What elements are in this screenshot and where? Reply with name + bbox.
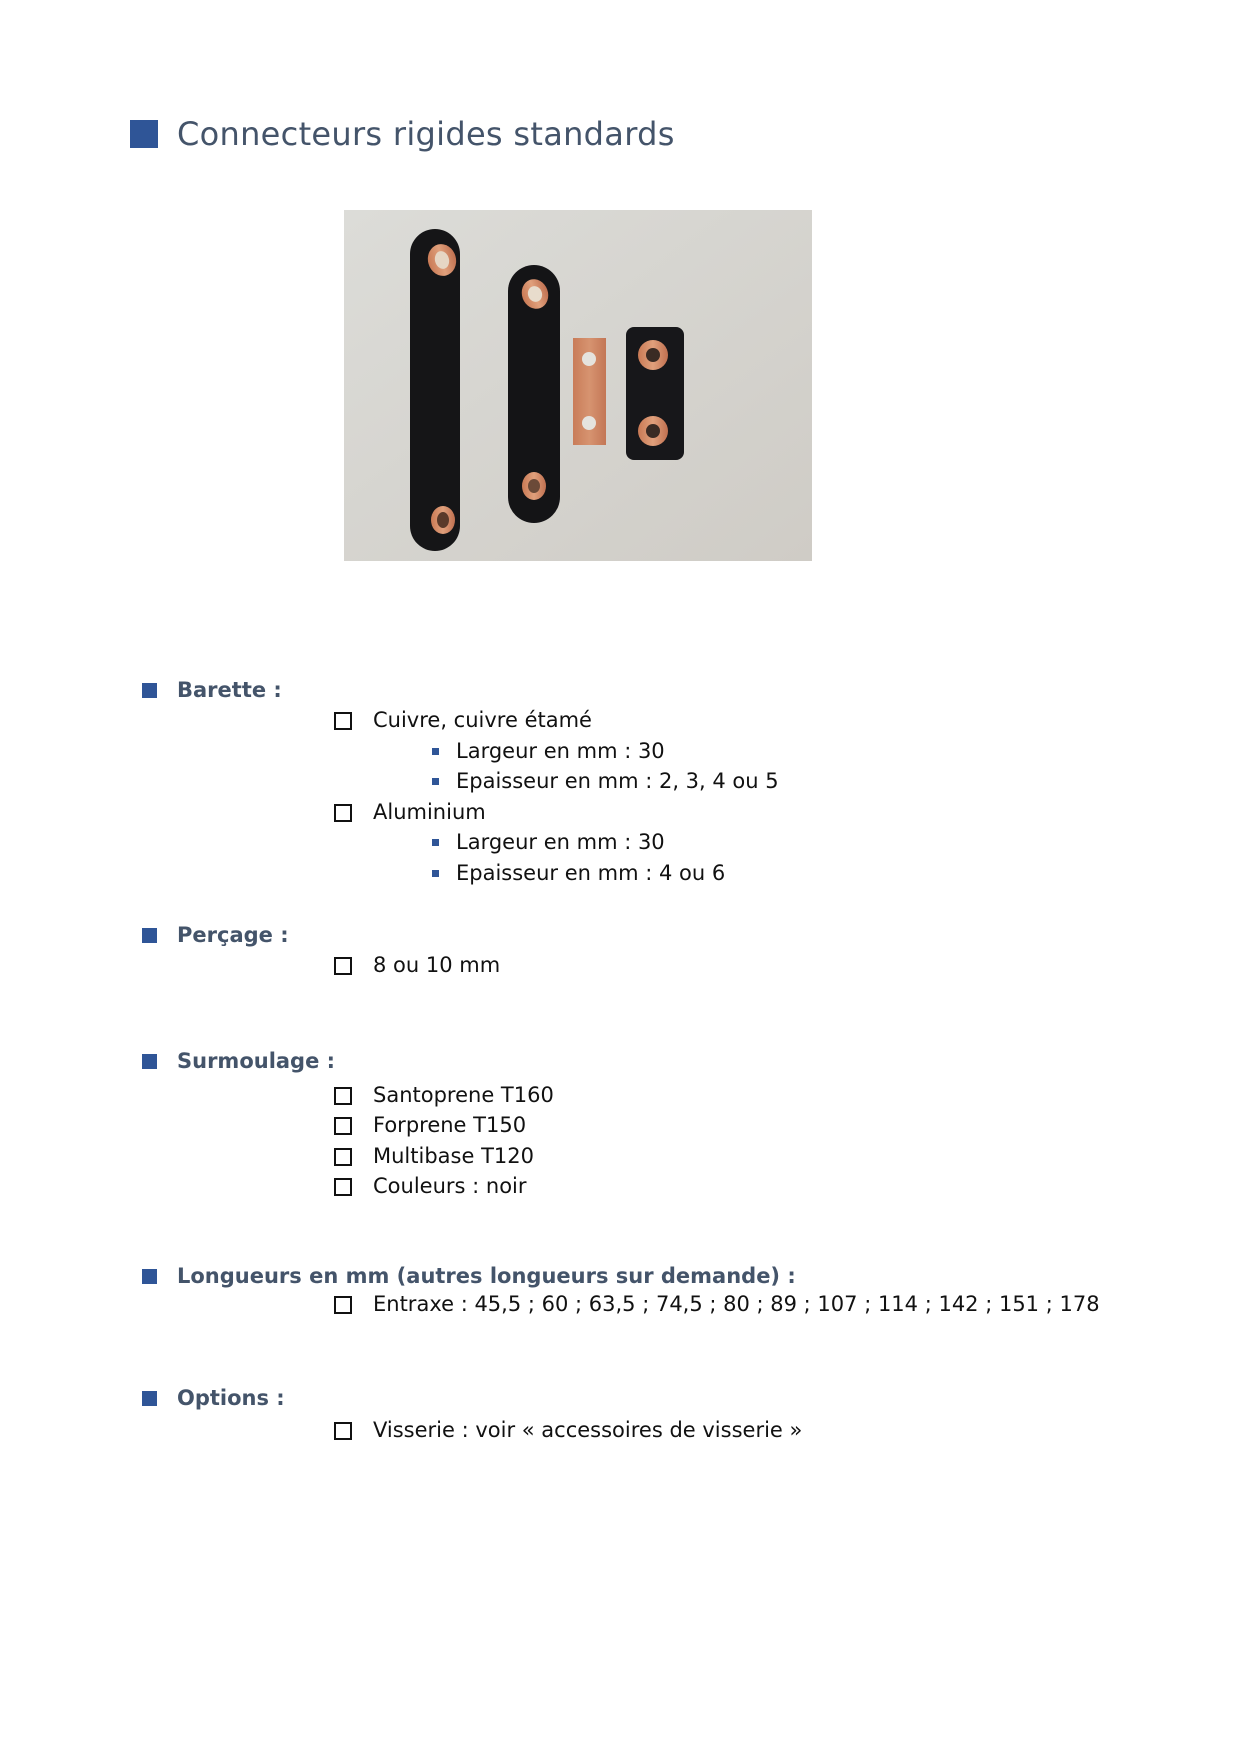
list-item-percage xyxy=(334,955,500,976)
checkbox-icon xyxy=(334,1296,352,1314)
checkbox-icon xyxy=(334,1117,352,1135)
list-item-entraxe xyxy=(334,1294,1100,1315)
list-item-aluminium xyxy=(334,802,486,823)
section-label-barette: Barette : xyxy=(177,678,282,702)
section-label-percage: Perçage : xyxy=(177,923,289,947)
copper-bar xyxy=(573,338,606,445)
section-label-longueurs: Longueurs en mm (autres longueurs sur demande) : xyxy=(177,1264,796,1288)
product-photo xyxy=(344,210,812,561)
title-square-icon xyxy=(130,120,158,148)
sub-item-aluminium-largeur xyxy=(432,832,665,853)
list-item-visserie xyxy=(334,1420,802,1441)
section-longueurs xyxy=(142,1266,796,1287)
item-label: Santoprene T160 xyxy=(373,1083,554,1107)
square-bullet-icon xyxy=(432,748,439,755)
square-bullet-icon xyxy=(432,839,439,846)
sub-item-label: Epaisseur en mm : 4 ou 6 xyxy=(456,861,726,885)
sub-item-cuivre-epaisseur xyxy=(432,771,779,792)
page-title: Connecteurs rigides standards xyxy=(177,115,675,153)
checkbox-icon xyxy=(334,1422,352,1440)
list-item-santoprene xyxy=(334,1085,554,1106)
section-options xyxy=(142,1388,285,1409)
checkbox-icon xyxy=(334,1148,352,1166)
short-connector xyxy=(626,327,684,460)
section-barette xyxy=(142,680,282,701)
item-label: Multibase T120 xyxy=(373,1144,534,1168)
section-percage xyxy=(142,925,289,946)
square-bullet-icon xyxy=(142,928,157,943)
item-label: Cuivre, cuivre étamé xyxy=(373,708,592,732)
item-label: Entraxe : 45,5 ; 60 ; 63,5 ; 74,5 ; 80 ; 89 ; 107 ; 114 ; 142 ; 151 ; 178 xyxy=(373,1292,1100,1316)
section-surmoulage xyxy=(142,1051,335,1072)
sub-item-label: Largeur en mm : 30 xyxy=(456,739,665,763)
square-bullet-icon xyxy=(142,1054,157,1069)
sub-item-aluminium-epaisseur xyxy=(432,863,725,884)
sub-item-cuivre-largeur xyxy=(432,741,665,762)
sub-item-label: Largeur en mm : 30 xyxy=(456,830,665,854)
square-bullet-icon xyxy=(142,1269,157,1284)
square-bullet-icon xyxy=(432,778,439,785)
item-label: Couleurs : noir xyxy=(373,1174,527,1198)
section-label-surmoulage: Surmoulage : xyxy=(177,1049,336,1073)
item-label: Visserie : voir « accessoires de visserie » xyxy=(373,1418,803,1442)
sub-item-label: Epaisseur en mm : 2, 3, 4 ou 5 xyxy=(456,769,779,793)
checkbox-icon xyxy=(334,712,352,730)
square-bullet-icon xyxy=(432,870,439,877)
checkbox-icon xyxy=(334,957,352,975)
long-connector xyxy=(410,229,460,551)
list-item-cuivre xyxy=(334,710,592,731)
square-bullet-icon xyxy=(142,683,157,698)
checkbox-icon xyxy=(334,1087,352,1105)
checkbox-icon xyxy=(334,804,352,822)
list-item-couleurs xyxy=(334,1176,527,1197)
item-label: 8 ou 10 mm xyxy=(373,953,501,977)
list-item-multibase xyxy=(334,1146,534,1167)
medium-connector xyxy=(508,265,560,523)
checkbox-icon xyxy=(334,1178,352,1196)
page-title-row xyxy=(130,115,675,153)
list-item-forprene xyxy=(334,1115,526,1136)
item-label: Forprene T150 xyxy=(373,1113,527,1137)
section-label-options: Options : xyxy=(177,1386,285,1410)
square-bullet-icon xyxy=(142,1391,157,1406)
item-label: Aluminium xyxy=(373,800,486,824)
